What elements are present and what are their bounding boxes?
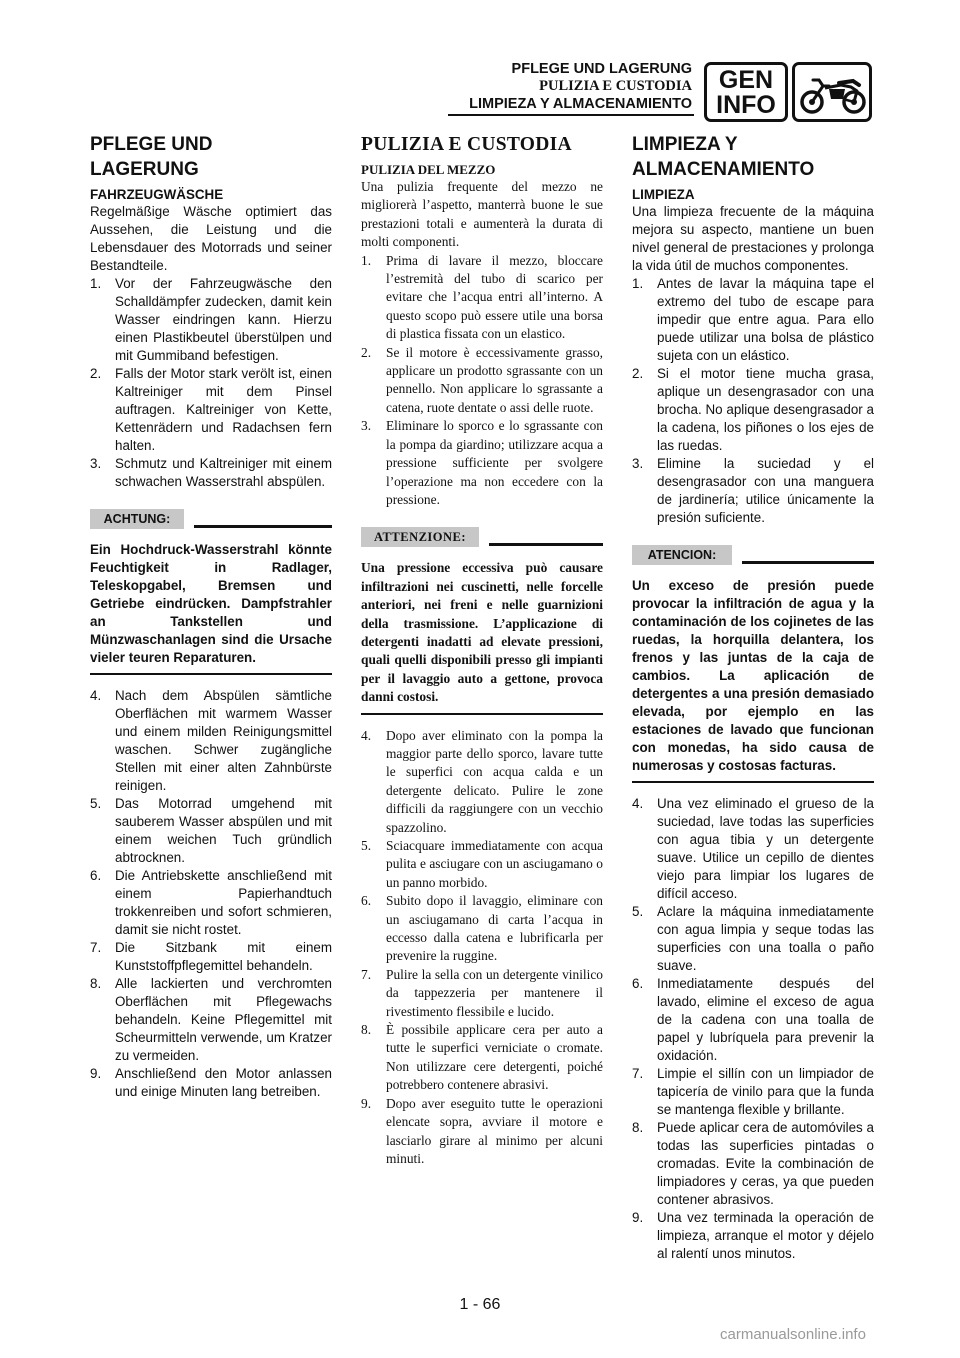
steps-es-b (632, 795, 874, 1263)
warning-text-es: Un exceso de presión puede provocar la infiltración de agua y la contaminación de los cojinetes de las ruedas, la horquilla delantera, los frenos y las juntas de la caja de cambios. La aplicación de detergentes a una presión demasiado elevada, por ejemplo en las estaciones de lavado que funcionan con monedas, ha sido causa de numerosas y costosas facturas. (632, 578, 874, 773)
step-number: 1. (632, 276, 644, 291)
header-title-es: LIMPIEZA Y ALMACENAMIENTO (469, 96, 692, 112)
header-rule (448, 114, 694, 116)
step-number: 6. (90, 868, 102, 883)
warning-label-de: ACHTUNG: (90, 509, 184, 529)
step-text: Una vez terminada la operación de limpieza, arranque el motor y déjelo al ralentí unos minutos. (657, 1210, 874, 1261)
step-text: Si el motor tiene mucha grasa, aplique un desengrasador con una brocha. No aplique desengrasador a la cadena, los piñones o los ejes de las ruedas. (657, 366, 874, 453)
badge-line-info: INFO (716, 91, 776, 119)
list-item (90, 867, 332, 939)
step-number: 4. (90, 688, 102, 703)
step-text: Subito dopo il lavaggio, eliminare con un asciugamano di carta l’acqua in eccesso dalla catena e lubrificarla per prevenire la ruggine. (386, 893, 603, 964)
list-item (361, 892, 603, 966)
step-text: Inmediatamente después del lavado, elimine el exceso de agua de la cadena con una toalla de papel y lubríquela para prevenir la oxidación. (657, 976, 874, 1063)
step-number: 2. (361, 344, 372, 360)
section-title-es-line2: ALMACENAMIENTO (632, 159, 815, 180)
list-item (90, 455, 332, 491)
header-title-it: PULIZIA E CUSTODIA (539, 78, 692, 94)
list-item (90, 795, 332, 867)
step-number: 8. (632, 1120, 644, 1135)
list-item (361, 727, 603, 837)
step-number: 4. (632, 796, 644, 811)
list-item (90, 275, 332, 365)
warning-bottom-rule (90, 673, 332, 675)
intro-it: Una pulizia frequente del mezzo ne migliorerà l’aspetto, manterrà buone le sue prestazioni totali e aumenterà la durata di molti componenti. (361, 179, 603, 250)
list-item (632, 1119, 874, 1209)
step-number: 2. (632, 366, 644, 381)
step-text: Vor der Fahrzeugwäsche den Schalldämpfer zudecken, damit kein Wasser eindringen kann. Hierzu einen Plastikbeutel überstülpen und mit Gummiband befestigen. (115, 276, 332, 363)
steps-de-a (90, 275, 332, 491)
section-title-es-line1: LIMPIEZA Y (632, 134, 738, 155)
step-text: Sciacquare immediatamente con acqua pulita e asciugare con un asciugamano o un panno morbido. (386, 838, 603, 890)
list-item (90, 939, 332, 975)
page-number: 1 - 66 (459, 1296, 501, 1313)
step-number: 8. (90, 976, 102, 991)
step-text: Pulire la sella con un detergente vinilico da tappezzeria per mantenere il rivestimento flessibile e lucido. (386, 966, 603, 1019)
step-text: Prima di lavare il mezzo, bloccare l’estremità del tubo di scarico per evitare che l’acqua entri all’interno. A questo scopo può essere utile una borsa di plastica fissata con un elastico. (386, 252, 603, 342)
step-text: Das Motorrad umgehend mit sauberem Wasser abspülen und mit einem weichen Tuch gründlich abtrocknen. (115, 796, 332, 865)
step-number: 9. (90, 1066, 102, 1081)
list-item (361, 1095, 603, 1169)
subtitle-it: PULIZIA DEL MEZZO (361, 162, 496, 177)
warning-text-it: Una pressione eccessiva può causare infiltrazioni nei cuscinetti, nelle forcelle anteriori, nei freni e nelle guarnizioni della trasmissione. L’applicazione di detergenti inadatti ad elevate pressioni, quali quelli disponibili presso gli impianti per il lavaggio auto a gettone, provoca danni costosi. (361, 560, 603, 705)
step-number: 3. (90, 456, 102, 471)
step-number: 4. (361, 727, 372, 743)
list-item (632, 975, 874, 1065)
subtitle-es: LIMPIEZA (632, 187, 695, 202)
list-item (361, 1021, 603, 1095)
warning-header-it (361, 523, 603, 553)
step-number: 7. (90, 940, 102, 955)
warning-bottom-rule (632, 781, 874, 783)
step-text: Anschließend den Motor anlassen und einige Minuten lang betreiben. (115, 1066, 332, 1099)
badge-line-gen: GEN (718, 66, 774, 94)
step-text: Alle lackierten und verchromten Oberflächen mit Pflegewachs behandeln. Keine Pflegemittel mit Scheurmitteln verwende, um Kratzer zu vermeiden. (115, 976, 332, 1063)
step-text: Dopo aver eliminato con la pompa la maggior parte dello sporco, lavare tutte le superfici con acqua calda e un detergente delicato. Pulire le zone difficili da raggiungere con un vecchio spazzolino. (386, 727, 603, 835)
section-title-de-line2: LAGERUNG (90, 159, 199, 180)
list-item (361, 417, 603, 509)
list-item (632, 903, 874, 975)
list-item (361, 837, 603, 892)
section-title-es (632, 132, 874, 182)
step-text: Antes de lavar la máquina tape el extremo del tubo de escape para impedir que entre agua. Para ello puede utilizar una bolsa de plástico sujeta con un elástico. (657, 276, 874, 363)
subtitle-de: FAHRZEUGWÄSCHE (90, 187, 224, 202)
step-number: 3. (361, 418, 372, 434)
step-text: Puede aplicar cera de automóviles a todas las superficies pintadas o cromadas. Evite la combinación de limpiadores y ceras, ya que pueden contener abrasivos. (657, 1120, 874, 1207)
list-item (632, 275, 874, 365)
step-number: 6. (361, 893, 372, 909)
list-item (361, 966, 603, 1021)
list-item (632, 455, 874, 527)
step-number: 1. (90, 276, 102, 291)
section-title-de-line1: PFLEGE UND (90, 134, 213, 155)
step-number: 5. (632, 904, 644, 919)
gen-info-badge (704, 62, 788, 122)
step-text: Die Sitzbank mit einem Kunststoffpflegemittel behandeln. (115, 940, 332, 973)
step-number: 6. (632, 976, 644, 991)
warning-text-de: Ein Hochdruck-Wasserstrahl könnte Feuchtigkeit in Radlager, Teleskopgabel, Bremsen und Getriebe eindrücken. Dampfstrahler an Tankstellen und Münzwaschanlagen sind die Ursache vieler teuren Reparaturen. (90, 542, 332, 665)
step-text: È possibile applicare cera per auto a tutte le superfici verniciate o cromate. Non utilizzare cere detergenti, poiché potrebbero contenere abrasivi. (386, 1022, 603, 1093)
warning-rule (194, 525, 332, 528)
column-spanish (632, 132, 874, 1263)
warning-header-es (632, 541, 874, 571)
step-number: 7. (632, 1066, 644, 1081)
step-text: Die Antriebskette anschließend mit einem Papierhandtuch trokkenreiben und sofort schmieren, damit sie nicht rostet. (115, 868, 332, 937)
step-number: 2. (90, 366, 102, 381)
step-text: Nach dem Abspülen sämtliche Oberflächen mit warmem Wasser und einem milden Reinigungsmittel waschen. Schwer zugängliche Stellen mit einer alten Zahnbürste reinigen. (115, 688, 332, 793)
intro-de: Regelmäßige Wäsche optimiert das Aussehen, die Leistung und die Lebensdauer des Motorrads und seiner Bestandteile. (90, 204, 332, 273)
motorcycle-badge (792, 62, 872, 122)
step-text: Schmutz und Kaltreiniger mit einem schwachen Wasserstrahl abspülen. (115, 456, 332, 489)
step-number: 8. (361, 1022, 372, 1038)
step-number: 9. (361, 1095, 372, 1111)
watermark: carmanualsonline.info (720, 1326, 866, 1343)
warning-label-it: ATTENZIONE: (361, 527, 479, 547)
list-item (90, 687, 332, 795)
column-german (90, 132, 332, 1101)
list-item (90, 975, 332, 1065)
running-header (469, 60, 692, 113)
warning-rule (742, 561, 874, 564)
step-text: Dopo aver eseguito tutte le operazioni elencate sopra, avviare il motore e lasciarlo girare al minimo per alcuni minuti. (386, 1095, 603, 1166)
step-number: 5. (361, 838, 372, 853)
warning-label-es: ATENCION: (632, 545, 732, 565)
step-text: Limpie el sillín con un limpiador de tapicería de vinilo para que la funda se mantenga flexible y brillante. (657, 1066, 874, 1117)
step-number: 3. (632, 456, 644, 471)
step-text: Una vez eliminado el grueso de la suciedad, lave todas las superficies con agua tibia y un detergente suave. Utilice un cepillo de dientes viejo para limpiar los lugares de difícil acceso. (657, 796, 874, 901)
step-text: Se il motore è eccessivamente grasso, applicare un prodotto sgrassante con un pennello. Non applicare lo sgrassante a catena, ruote dentate o assi delle ruote. (386, 344, 603, 415)
intro-es: Una limpieza frecuente de la máquina mejora su aspecto, mantiene un buen nivel general de prestaciones y prolonga la vida útil de muchos componentes. (632, 204, 874, 273)
steps-de-b (90, 687, 332, 1101)
step-number: 1. (361, 252, 372, 268)
step-text: Falls der Motor stark verölt ist, einen Kaltreiniger mit dem Pinsel auftragen. Kaltreiniger von Kette, Kettenrädern und Radachsen fern halten. (115, 366, 332, 453)
step-number: 7. (361, 966, 372, 982)
warning-header-de (90, 505, 332, 535)
steps-it-a (361, 252, 603, 510)
motorcycle-icon (799, 71, 867, 115)
list-item (632, 795, 874, 903)
step-text: Aclare la máquina inmediatamente con agua limpia y seque todas las superficies con una toalla o paño suave. (657, 904, 874, 973)
list-item (361, 344, 603, 418)
steps-es-a (632, 275, 874, 527)
step-number: 9. (632, 1210, 644, 1225)
warning-rule (489, 543, 603, 546)
list-item (361, 252, 603, 344)
warning-bottom-rule (361, 713, 603, 715)
steps-it-b (361, 727, 603, 1169)
column-italian (361, 132, 603, 1168)
section-title-it: PULIZIA E CUSTODIA (361, 134, 572, 155)
list-item (90, 1065, 332, 1101)
list-item (632, 365, 874, 455)
section-title-de (90, 132, 332, 182)
list-item (632, 1209, 874, 1263)
list-item (90, 365, 332, 455)
step-text: Elimine la suciedad y el desengrasador con una manguera de jardinería; utilice únicamente la presión suficiente. (657, 456, 874, 525)
list-item (632, 1065, 874, 1119)
header-title-de: PFLEGE UND LAGERUNG (511, 61, 692, 77)
step-text: Eliminare lo sporco e lo sgrassante con la pompa da giardino; utilizzare acqua a pressione sufficiente per svolgere l’operazione ma non eccedere con la pressione. (386, 418, 603, 507)
step-number: 5. (90, 796, 102, 811)
